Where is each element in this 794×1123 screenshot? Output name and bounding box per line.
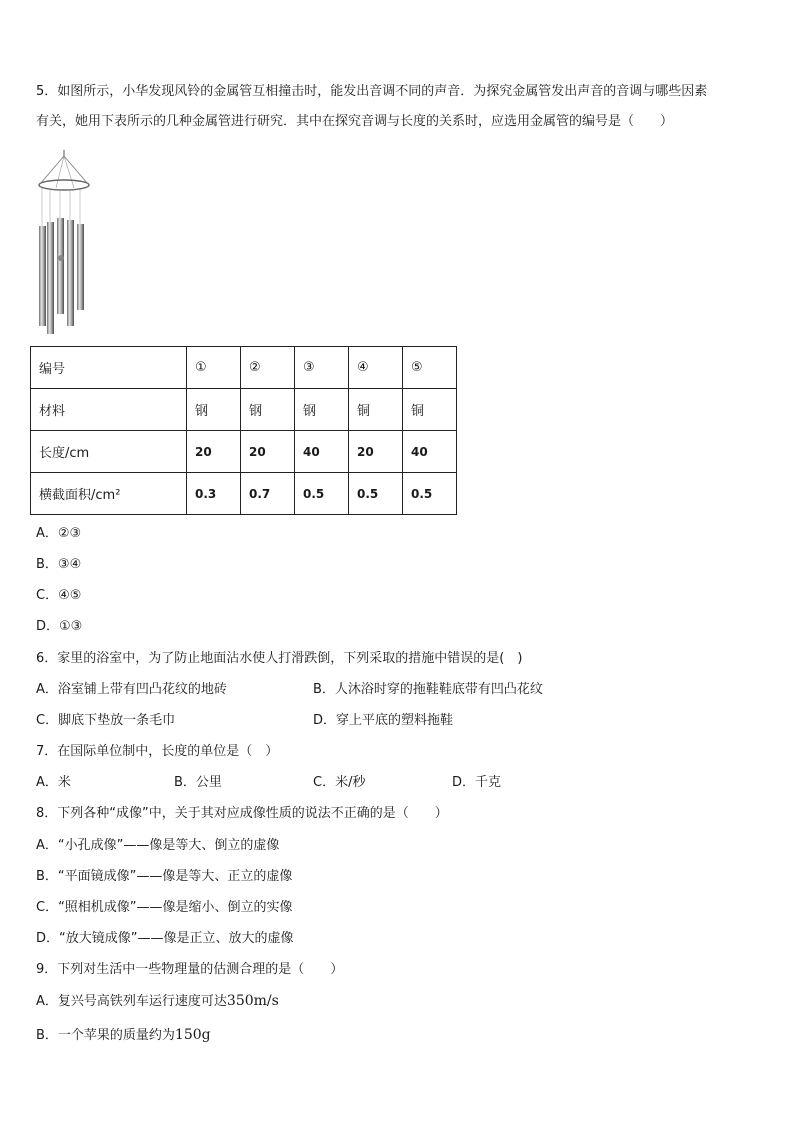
table-cell: ① (187, 347, 241, 389)
table-row (31, 389, 457, 431)
question-8-option-b[interactable]: B．“平面镜成像”——像是等大、正立的虚像 (36, 869, 293, 884)
question-9-option-b[interactable] (36, 1024, 211, 1043)
row-header: 材料 (31, 389, 187, 431)
question-6-option-d[interactable]: D．穿上平底的塑料拖鞋 (313, 713, 454, 728)
question-6-option-b[interactable]: B．人沐浴时穿的拖鞋鞋底带有凹凸花纹 (313, 682, 543, 697)
question-5-option-a[interactable]: A．②③ (36, 526, 82, 541)
question-7-option-c[interactable]: C．米/秒 (313, 775, 366, 790)
question-5-line-2: 有关，她用下表所示的几种金属管进行研究．其中在探究音调与长度的关系时，应选用金属管的编号是（ ） (36, 114, 674, 129)
question-5-stem (36, 82, 760, 132)
wind-chime-image (34, 148, 94, 338)
question-9-option-a[interactable] (36, 990, 279, 1009)
table-cell: 铜 (403, 389, 457, 431)
table-row (31, 473, 457, 515)
row-header: 横截面积/cm² (31, 473, 187, 515)
table-cell: 0.5 (349, 473, 403, 515)
question-7-option-b[interactable]: B．公里 (174, 775, 222, 790)
table-cell: 40 (403, 431, 457, 473)
table-cell: 0.7 (241, 473, 295, 515)
question-9-stem: 9．下列对生活中一些物理量的估测合理的是（ ） (36, 962, 344, 977)
table-cell: 铜 (349, 389, 403, 431)
row-header: 长度/cm (31, 431, 187, 473)
question-5-line-1: 5．如图所示，小华发现风铃的金属管互相撞击时，能发出音调不同的声音．为探究金属管发出声音的音调与哪些因素 (36, 84, 708, 99)
question-7-stem: 7．在国际单位制中，长度的单位是（ ） (36, 744, 279, 759)
table-cell: 20 (349, 431, 403, 473)
table-row (31, 431, 457, 473)
table-cell: 20 (187, 431, 241, 473)
question-7-option-d[interactable]: D．千克 (452, 775, 502, 790)
table-cell: ② (241, 347, 295, 389)
table-cell: 钢 (241, 389, 295, 431)
table-cell: 钢 (187, 389, 241, 431)
table-cell: 0.5 (295, 473, 349, 515)
question-8-option-d[interactable]: D．“放大镜成像”——像是正立、放大的虚像 (36, 931, 294, 946)
table-cell: 40 (295, 431, 349, 473)
question-9-option-a-value: 350m/s (226, 993, 279, 1009)
table-cell: 钢 (295, 389, 349, 431)
question-6-option-c[interactable]: C．脚底下垫放一条毛巾 (36, 713, 176, 728)
table-cell: ⑤ (403, 347, 457, 389)
table-cell: 20 (241, 431, 295, 473)
question-5-option-c[interactable]: C．④⑤ (36, 588, 82, 603)
row-header: 编号 (31, 347, 187, 389)
question-8-option-c[interactable]: C．“照相机成像”——像是缩小、倒立的实像 (36, 900, 293, 915)
table-cell: 0.5 (403, 473, 457, 515)
question-9-option-b-value: 150g (174, 1027, 211, 1043)
table-cell: 0.3 (187, 473, 241, 515)
question-8-option-a[interactable]: A．“小孔成像”——像是等大、倒立的虚像 (36, 838, 280, 853)
question-5-option-b[interactable]: B．③④ (36, 557, 82, 572)
question-9-option-a-text: A．复兴号高铁列车运行速度可达 (36, 994, 227, 1009)
table-cell: ④ (349, 347, 403, 389)
question-7-option-a[interactable]: A．米 (36, 775, 71, 790)
question-6-stem: 6．家里的浴室中，为了防止地面沾水使人打滑跌倒，下列采取的措施中错误的是( ) (36, 651, 523, 666)
table-cell: ③ (295, 347, 349, 389)
metal-tube-table (30, 346, 457, 515)
question-9-option-b-text: B．一个苹果的质量约为 (36, 1028, 175, 1043)
question-6-option-a[interactable]: A．浴室铺上带有凹凸花纹的地砖 (36, 682, 227, 697)
table-row (31, 347, 457, 389)
question-5-option-d[interactable]: D．①③ (36, 619, 83, 634)
question-8-stem: 8．下列各种“成像”中，关于其对应成像性质的说法不正确的是（ ） (36, 806, 448, 821)
